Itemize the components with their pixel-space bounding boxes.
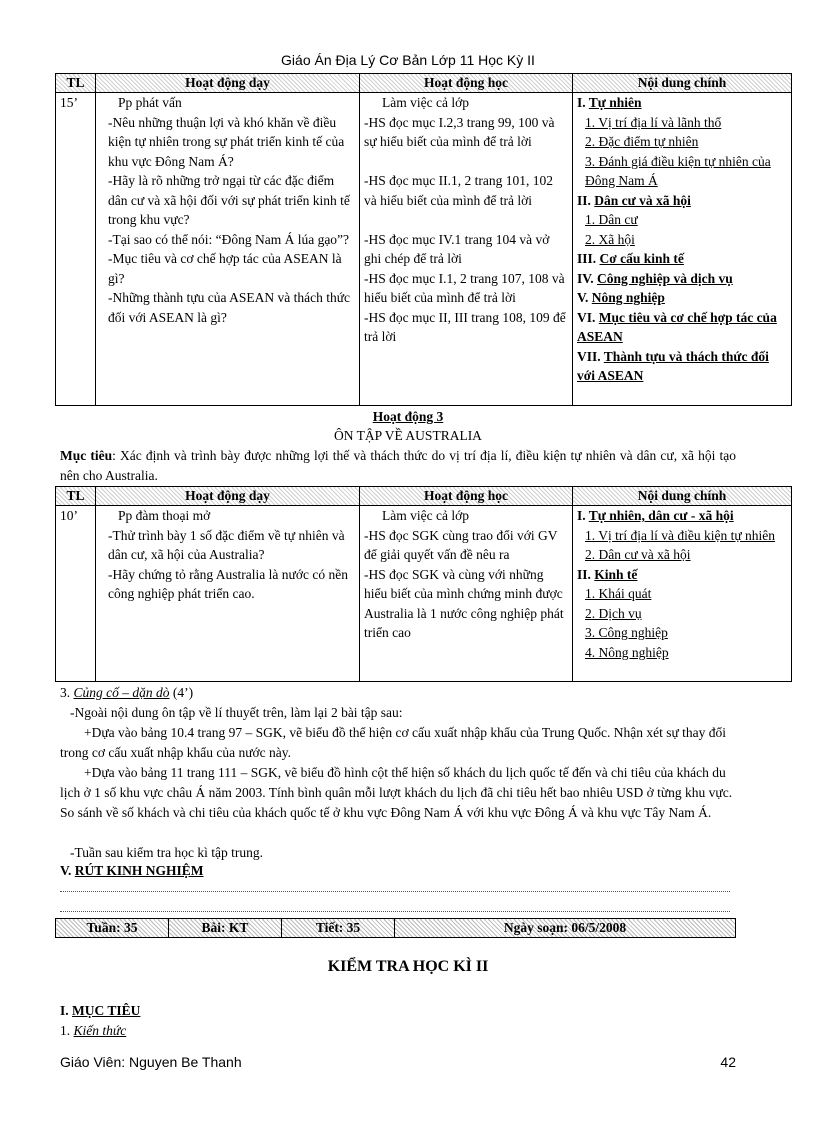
sub-item: 3. Đánh giá điều kiện tự nhiên của Đông Nam Á <box>585 153 771 188</box>
sub-item: 1. Khái quát <box>585 586 652 601</box>
tl-cell: 15’ <box>56 93 96 406</box>
day-cell <box>96 506 360 682</box>
activity-label: Hoạt động 3 <box>372 409 444 424</box>
heading-2: II. Dân cư và xã hội <box>577 192 691 208</box>
activity: -HS đọc mục I.1, 2 trang 107, 108 và hiểu biết của mình để trả lời <box>364 270 565 305</box>
page-header: Giáo Án Địa Lý Cơ Bản Lớp 11 Học Kỳ II <box>281 52 535 68</box>
table-row <box>56 506 792 682</box>
activity: -HS đọc SGK và cùng với những hiểu biết của mình chứng minh được Australia là 1 nước công nghiệp phát triển cao <box>364 566 564 640</box>
sub-heading: 1. Kiến thức <box>60 1023 127 1038</box>
question: -Hãy chứng tỏ rằng Australia là nước có nền công nghiệp phát triển cao. <box>108 566 348 601</box>
col-tl: TL <box>56 487 96 506</box>
activity: -HS đọc mục II, III trang 108, 109 để trả lời <box>364 309 566 344</box>
col-hoat-dong-hoc: Hoạt động học <box>360 74 573 93</box>
sub-item: 1. Dân cư <box>585 212 638 227</box>
method: Pp đàm thoại mở <box>118 508 211 523</box>
question: -Tại sao có thể nói: “Đông Nam Á lúa gạo”? <box>108 231 350 247</box>
hoc-cell <box>360 506 573 682</box>
day-cell <box>96 93 360 406</box>
exam-title: KIỂM TRA HỌC KÌ II <box>327 958 489 975</box>
heading-1: I. Tự nhiên <box>577 95 642 110</box>
lesson-table-2 <box>55 486 792 682</box>
col-hoat-dong-hoc: Hoạt động học <box>360 487 573 506</box>
lesson-info-bar <box>55 918 736 938</box>
col-noi-dung: Nội dung chính <box>573 487 792 506</box>
heading-6: VI. Mục tiêu và cơ chế hợp tác của ASEAN <box>577 309 777 344</box>
sub-item: 4. Nông nghiệp <box>585 644 669 660</box>
activity: -HS đọc mục II.1, 2 trang 101, 102 và hiểu biết của mình để trả lời <box>364 173 553 208</box>
method: Pp phát vấn <box>118 95 182 110</box>
table-header-row <box>56 487 792 506</box>
heading-4: IV. Công nghiệp và dịch vụ <box>577 270 733 286</box>
muc-tieu: Mục tiêu: Xác định và trình bày được những lợi thế và thách thức do vị trí địa lí, điều kiện tự nhiên và dân cư, xã hội tạo nên cho Australia. <box>60 448 736 483</box>
question: -Thử trình bày 1 số đặc điểm về tự nhiên và dân cư, xã hội của Australia? <box>108 527 345 562</box>
cung-co-line: -Ngoài nội dung ôn tập về lí thuyết trên, làm lại 2 bài tập sau: <box>70 705 403 720</box>
cung-co-heading: 3. Củng cố – dặn dò (4’) <box>60 685 194 700</box>
heading-2: II. Kinh tế <box>577 566 638 582</box>
sub-item: 1. Vị trí địa lí và điều kiện tự nhiên <box>585 527 776 543</box>
cung-co-exercise-1: +Dựa vào bảng 10.4 trang 97 – SGK, vẽ biểu đồ thể hiện cơ cấu xuất nhập khẩu của Trung Quốc. Nhận xét sự thay đổi trong cơ cấu xuất nhập khẩu của nước này. <box>60 725 727 760</box>
cung-co-line: -Tuần sau kiểm tra học kì tập trung. <box>70 845 263 860</box>
heading-1: I. Tự nhiên, dân cư - xã hội <box>577 508 734 523</box>
question: -Nêu những thuận lợi và khó khăn về điều kiện tự nhiên trong sự phát triển kinh tế của khu vực Đông Nam Á? <box>108 114 345 169</box>
heading-5: V. Nông nghiệp <box>577 290 665 305</box>
col-hoat-dong-day: Hoạt động dạy <box>96 487 360 506</box>
dotted-line <box>60 891 730 892</box>
col-tl: TL <box>56 74 96 93</box>
noidung-cell <box>573 93 792 406</box>
question: -Những thành tựu của ASEAN và thách thức đối với ASEAN là gì? <box>108 290 351 325</box>
method: Làm việc cả lớp <box>382 508 469 523</box>
activity: -HS đọc mục IV.1 trang 104 và vở ghi chép để trả lời <box>364 231 550 266</box>
method: Làm việc cả lớp <box>382 95 469 110</box>
sub-item: 2. Xã hội <box>585 231 635 247</box>
footer-teacher: Giáo Viên: Nguyen Be Thanh <box>60 1054 242 1070</box>
question: -Hãy là rõ những trở ngại từ các đặc điểm dân cư và xã hội đối với sự phát triển kinh tế trong khu vực? <box>108 173 350 227</box>
section-heading: I. MỤC TIÊU <box>60 1003 141 1018</box>
table-header-row <box>56 74 792 93</box>
sub-item: 1. Vị trí địa lí và lãnh thổ <box>585 114 722 130</box>
cung-co-exercise-2: +Dựa vào bảng 11 trang 111 – SGK, vẽ biểu đồ hình cột thể hiện số khách du lịch quốc tế đến và chi tiêu của khách du lịch ở 1 số khu vực châu Á năm 2003. Tính bình quân mỗi lượt khách du lịch đã chi tiêu hết bao nhiêu USD ở từng khu vực. So sánh về số khách và chi tiêu của khách quốc tế ở khu vực Đông Nam Á với khu vực Đông Á và khu vực Tây Nam Á. <box>60 765 733 820</box>
tiet-cell: Tiết: 35 <box>282 919 395 938</box>
page-number: 42 <box>720 1054 736 1070</box>
noidung-cell <box>573 506 792 682</box>
tuan-cell: Tuần: 35 <box>56 919 169 938</box>
activity-title: ÔN TẬP VỀ AUSTRALIA <box>334 428 482 443</box>
activity: -HS đọc mục I.2,3 trang 99, 100 và sự hiểu biết của mình để trả lời <box>364 114 555 149</box>
hoc-cell <box>360 93 573 406</box>
rut-kinh-nghiem-heading: V. RÚT KINH NGHIỆM <box>60 863 204 878</box>
sub-item: 2. Dịch vụ <box>585 605 642 621</box>
lesson-table-1 <box>55 73 792 406</box>
question: -Mục tiêu và cơ chế hợp tác của ASEAN là gì? <box>108 251 342 286</box>
sub-item: 2. Đặc điểm tự nhiên <box>585 134 699 149</box>
sub-item: 2. Dân cư và xã hội <box>585 547 691 562</box>
col-hoat-dong-day: Hoạt động dạy <box>96 74 360 93</box>
table-row <box>56 93 792 406</box>
col-noi-dung: Nội dung chính <box>573 74 792 93</box>
activity: -HS đọc SGK cùng trao đổi với GV để giải quyết vấn đề nêu ra <box>364 527 558 562</box>
heading-7: VII. Thành tựu và thách thức đối với ASEAN <box>577 348 769 383</box>
heading-3: III. Cơ cấu kinh tế <box>577 251 684 266</box>
bai-cell: Bài: KT <box>169 919 282 938</box>
ngay-soan-cell: Ngày soạn: 06/5/2008 <box>395 919 736 938</box>
tl-cell: 10’ <box>56 506 96 682</box>
dotted-line <box>60 911 730 912</box>
sub-item: 3. Công nghiệp <box>585 625 668 640</box>
